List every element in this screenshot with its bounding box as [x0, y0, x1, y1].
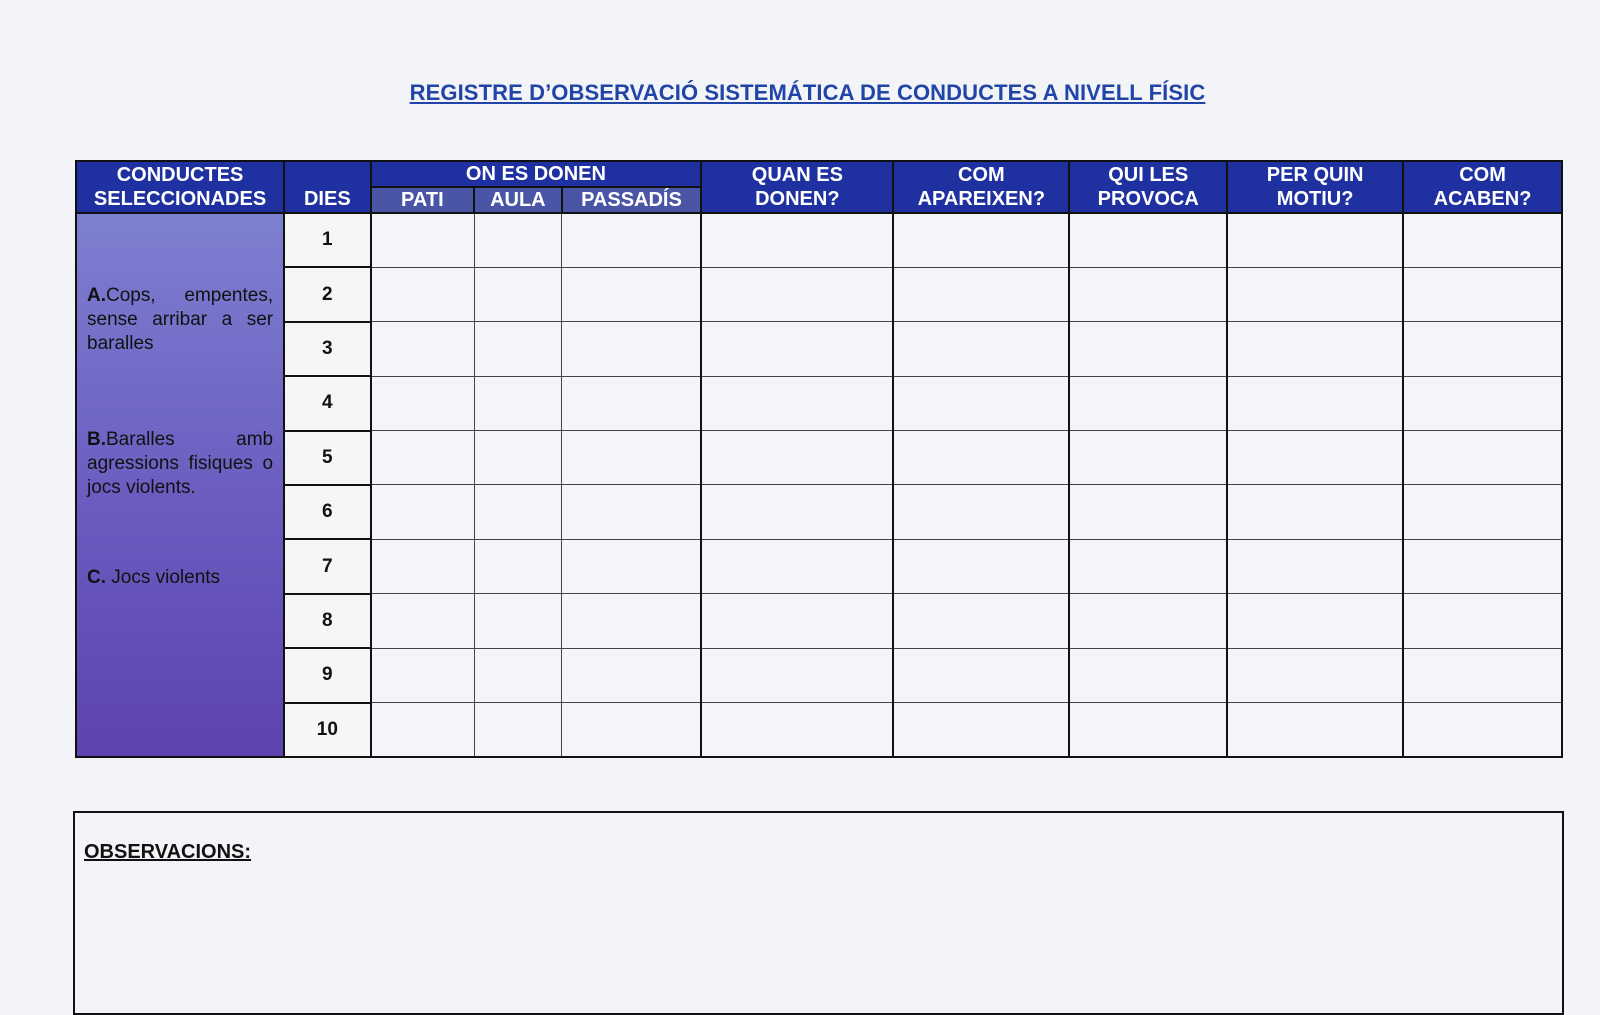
document-title: REGISTRE D’OBSERVACIÓ SISTEMÁTICA DE CONDUCTES A NIVELL FÍSIC — [409, 80, 1206, 105]
entry-cell-aula[interactable] — [474, 648, 561, 702]
entry-cell-quan-es-donen[interactable] — [701, 485, 893, 539]
header-pati: PATI — [371, 187, 475, 213]
entry-cell-com-acaben[interactable] — [1403, 648, 1562, 702]
entry-cell-per-quin-motiu[interactable] — [1227, 485, 1403, 539]
header-dies: DIES — [284, 161, 370, 213]
entry-cell-com-apareixen[interactable] — [893, 539, 1069, 593]
entry-cell-per-quin-motiu[interactable] — [1227, 539, 1403, 593]
entry-cell-qui-les-provoca[interactable] — [1069, 376, 1227, 430]
entry-cell-pati[interactable] — [371, 267, 475, 321]
entry-cell-com-apareixen[interactable] — [893, 322, 1069, 376]
entry-cell-pati[interactable] — [371, 594, 475, 648]
entry-cell-passadis[interactable] — [562, 594, 702, 648]
header-qui-les-provoca: QUI LES PROVOCA — [1069, 161, 1227, 213]
day-number: 4 — [284, 376, 370, 430]
entry-cell-com-apareixen[interactable] — [893, 267, 1069, 321]
entry-cell-com-apareixen[interactable] — [893, 213, 1069, 267]
entry-cell-com-acaben[interactable] — [1403, 594, 1562, 648]
entry-cell-quan-es-donen[interactable] — [701, 703, 893, 757]
entry-cell-per-quin-motiu[interactable] — [1227, 594, 1403, 648]
entry-cell-per-quin-motiu[interactable] — [1227, 213, 1403, 267]
entry-cell-passadis[interactable] — [562, 322, 702, 376]
entry-cell-com-apareixen[interactable] — [893, 703, 1069, 757]
entry-cell-pati[interactable] — [371, 376, 475, 430]
day-number: 7 — [284, 539, 370, 593]
conducts-list — [77, 214, 283, 590]
table-row — [76, 376, 1562, 430]
entry-cell-pati[interactable] — [371, 485, 475, 539]
entry-cell-quan-es-donen[interactable] — [701, 431, 893, 485]
entry-cell-aula[interactable] — [474, 322, 561, 376]
day-number: 9 — [284, 648, 370, 702]
entry-cell-pati[interactable] — [371, 539, 475, 593]
entry-cell-passadis[interactable] — [562, 703, 702, 757]
table-row — [76, 594, 1562, 648]
entry-cell-com-acaben[interactable] — [1403, 539, 1562, 593]
entry-cell-quan-es-donen[interactable] — [701, 213, 893, 267]
conduct-c: C. Jocs violents — [87, 567, 221, 588]
table-row — [76, 267, 1562, 321]
entry-cell-qui-les-provoca[interactable] — [1069, 648, 1227, 702]
entry-cell-aula[interactable] — [474, 213, 561, 267]
entry-cell-qui-les-provoca[interactable] — [1069, 431, 1227, 485]
entry-cell-com-apareixen[interactable] — [893, 431, 1069, 485]
conduct-b: B.Baralles amb agressions fisiques o jocs violents. — [87, 429, 274, 498]
entry-cell-passadis[interactable] — [562, 431, 702, 485]
table-body — [76, 213, 1562, 757]
entry-cell-qui-les-provoca[interactable] — [1069, 594, 1227, 648]
header-per-quin-motiu: PER QUIN MOTIU? — [1227, 161, 1403, 213]
entry-cell-qui-les-provoca[interactable] — [1069, 703, 1227, 757]
entry-cell-com-acaben[interactable] — [1403, 431, 1562, 485]
entry-cell-quan-es-donen[interactable] — [701, 539, 893, 593]
entry-cell-passadis[interactable] — [562, 648, 702, 702]
entry-cell-per-quin-motiu[interactable] — [1227, 267, 1403, 321]
table-row — [76, 485, 1562, 539]
entry-cell-per-quin-motiu[interactable] — [1227, 376, 1403, 430]
entry-cell-passadis[interactable] — [562, 376, 702, 430]
entry-cell-com-acaben[interactable] — [1403, 376, 1562, 430]
day-number: 1 — [284, 213, 370, 267]
header-com-acaben: COM ACABEN? — [1403, 161, 1562, 213]
entry-cell-aula[interactable] — [474, 485, 561, 539]
entry-cell-com-acaben[interactable] — [1403, 322, 1562, 376]
entry-cell-pati[interactable] — [371, 322, 475, 376]
table-row — [76, 322, 1562, 376]
day-number: 10 — [284, 703, 370, 757]
header-conductes: CONDUCTES SELECCIONADES — [76, 161, 284, 213]
entry-cell-qui-les-provoca[interactable] — [1069, 213, 1227, 267]
entry-cell-com-acaben[interactable] — [1403, 703, 1562, 757]
observations-label: OBSERVACIONS: — [84, 841, 252, 863]
entry-cell-quan-es-donen[interactable] — [701, 322, 893, 376]
entry-cell-qui-les-provoca[interactable] — [1069, 267, 1227, 321]
entry-cell-com-apareixen[interactable] — [893, 594, 1069, 648]
entry-cell-pati[interactable] — [371, 703, 475, 757]
entry-cell-quan-es-donen[interactable] — [701, 376, 893, 430]
header-aula: AULA — [474, 187, 561, 213]
table-row — [76, 648, 1562, 702]
entry-cell-quan-es-donen[interactable] — [701, 648, 893, 702]
header-quan-es-donen: QUAN ES DONEN? — [701, 161, 893, 213]
entry-cell-aula[interactable] — [474, 539, 561, 593]
table-row — [76, 539, 1562, 593]
day-number: 8 — [284, 594, 370, 648]
entry-cell-pati[interactable] — [371, 213, 475, 267]
entry-cell-com-acaben[interactable] — [1403, 485, 1562, 539]
observation-table — [75, 160, 1563, 758]
header-passadis: PASSADÍS — [562, 187, 702, 213]
entry-cell-aula[interactable] — [474, 376, 561, 430]
entry-cell-qui-les-provoca[interactable] — [1069, 485, 1227, 539]
header-com-apareixen: COM APAREIXEN? — [893, 161, 1069, 213]
entry-cell-per-quin-motiu[interactable] — [1227, 431, 1403, 485]
entry-cell-per-quin-motiu[interactable] — [1227, 322, 1403, 376]
entry-cell-aula[interactable] — [474, 703, 561, 757]
header-on-es-donen: ON ES DONEN — [371, 161, 702, 187]
day-number: 3 — [284, 322, 370, 376]
selected-conducts-cell — [76, 213, 284, 757]
entry-cell-passadis[interactable] — [562, 267, 702, 321]
entry-cell-passadis[interactable] — [562, 485, 702, 539]
day-number: 5 — [284, 431, 370, 485]
entry-cell-aula[interactable] — [474, 594, 561, 648]
entry-cell-quan-es-donen[interactable] — [701, 594, 893, 648]
entry-cell-com-apareixen[interactable] — [893, 376, 1069, 430]
entry-cell-qui-les-provoca[interactable] — [1069, 322, 1227, 376]
entry-cell-pati[interactable] — [371, 431, 475, 485]
entry-cell-per-quin-motiu[interactable] — [1227, 703, 1403, 757]
entry-cell-pati[interactable] — [371, 648, 475, 702]
entry-cell-aula[interactable] — [474, 267, 561, 321]
conduct-a: A.Cops, empentes, sense arribar a ser baralles — [87, 285, 274, 354]
day-number: 6 — [284, 485, 370, 539]
entry-cell-qui-les-provoca[interactable] — [1069, 539, 1227, 593]
entry-cell-com-acaben[interactable] — [1403, 213, 1562, 267]
entry-cell-com-apareixen[interactable] — [893, 648, 1069, 702]
observations-box — [73, 811, 1564, 1015]
entry-cell-com-acaben[interactable] — [1403, 267, 1562, 321]
table-row — [76, 431, 1562, 485]
entry-cell-aula[interactable] — [474, 431, 561, 485]
day-number: 2 — [284, 267, 370, 321]
entry-cell-per-quin-motiu[interactable] — [1227, 648, 1403, 702]
table-row — [76, 703, 1562, 757]
entry-cell-passadis[interactable] — [562, 213, 702, 267]
table-row — [76, 213, 1562, 267]
entry-cell-com-apareixen[interactable] — [893, 485, 1069, 539]
entry-cell-passadis[interactable] — [562, 539, 702, 593]
entry-cell-quan-es-donen[interactable] — [701, 267, 893, 321]
